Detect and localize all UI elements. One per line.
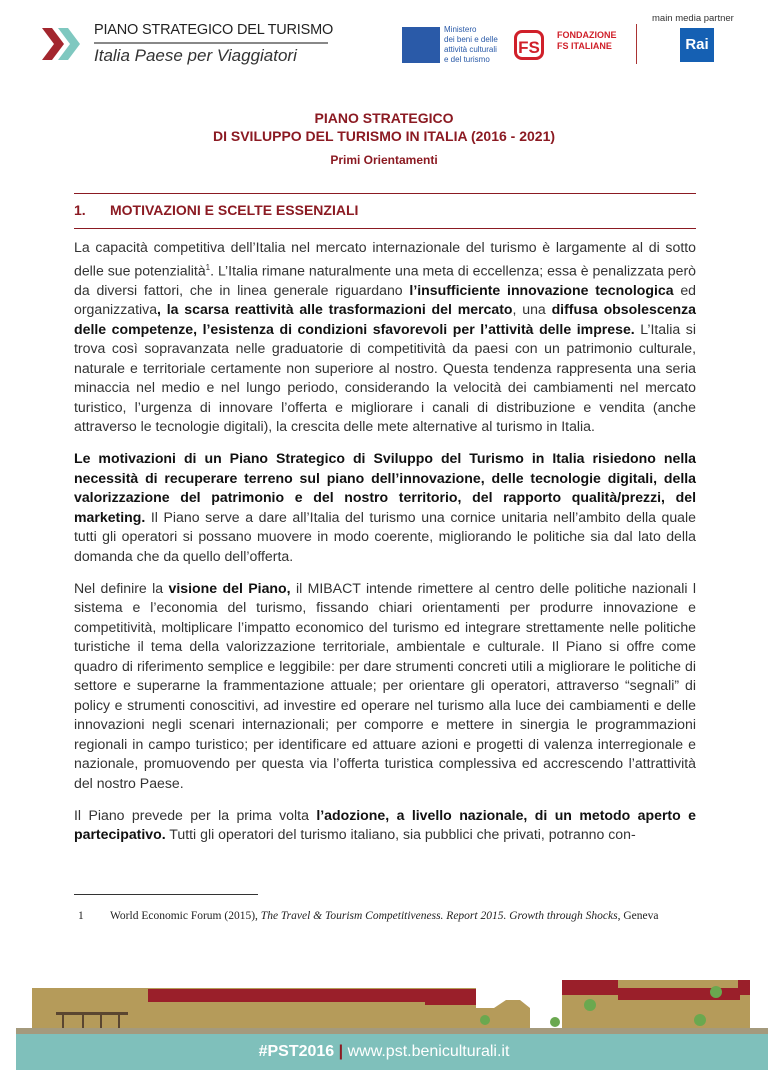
paragraph-text: Il Piano serve a dare all’Italia del turismo una cornice unitaria nell’ambito della quale tutti gli operatori si possano muovere in modo coerente, migliorando le politiche sia dal lato della domanda che da quello dell’offerta. xyxy=(74,508,696,564)
footnote xyxy=(74,908,696,925)
section-rule-bottom xyxy=(74,228,696,229)
fs-line: FONDAZIONE xyxy=(557,30,617,40)
footnote-divider xyxy=(74,894,258,895)
paragraph-text: Tutti gli operatori del turismo italiano, sia pubblici che privati, potranno con- xyxy=(165,826,636,843)
footnote-number: 1 xyxy=(78,910,84,922)
fs-label xyxy=(557,30,617,52)
emphasis-text: l’adozione, a livello nazionale, di un metodo aperto e partecipativo. xyxy=(74,806,696,843)
footer-hashtag: #PST2016 xyxy=(258,1043,335,1060)
brand-title: PIANO STRATEGICO DEL TURISMO xyxy=(94,22,334,38)
chevron-logo-icon xyxy=(40,24,90,64)
paragraph-text: , una xyxy=(512,301,552,318)
emphasis-text: visione del Piano, xyxy=(168,579,291,596)
footnote-reference[interactable]: 1 xyxy=(205,262,211,272)
paragraph xyxy=(74,579,696,794)
footnote-text xyxy=(110,908,696,925)
body-text xyxy=(74,238,696,857)
section-number: 1. xyxy=(74,202,86,218)
emphasis-text: , la scarsa reattività alle trasformazioni del mercato xyxy=(157,301,513,318)
footnote-place: , Geneva xyxy=(617,910,659,922)
emphasis-text: diffusa obsolescenza delle competenze, l’esistenza di condizioni sfavorevoli per l’attività delle imprese. xyxy=(74,301,697,337)
document-subtitle: Primi Orientamenti xyxy=(330,153,438,167)
paragraph xyxy=(74,449,696,566)
paragraph-text: L’Italia si trova così sopravanzata nelle graduatorie di competitività da paesi con un patrimonio culturale, naturale e territoriale certamente non superiore al nostro. Questa tendenza rappresenta una seria minaccia nel medio e nel lungo periodo, considerando la velocità dei cambiamenti nel mercato turistico, l’urgenza di innovare l’offerta e migliorare i canali di distribuzione e vendita (anche attraverso le tecnologie digitali), la crescita delle mete alternative al turismo in Italia. xyxy=(74,320,696,435)
emphasis-text: l’insufficiente innovazione tecnologica xyxy=(409,281,674,298)
page-header xyxy=(0,0,768,90)
paragraph xyxy=(74,806,696,845)
brand-subtitle: Italia Paese per Viaggiatori xyxy=(94,46,297,65)
mibact-logo xyxy=(402,27,440,63)
paragraph-text: il MIBACT intende rimettere al centro delle politiche nazionali l sistema e l’economia del turismo, fissando chiari orientamenti per produrre innovazione e competitività, moltiplicare l’impatto economico del turismo ed integrare strettamente nelle politiche turistiche il tema della valorizzazione territoriale, ambientale e culturale. Il Piano si offre come quadro di riferimento semplice e leggibile: per dare strumenti concreti utili a migliorare le politiche di settore e superarne la frammentazione attuale; per orientare gli operatori, attraverso “segnali” di policy e strumenti conoscitivi, ad investire ed operare nel turismo alla luce dei cambiamenti e delle innovazioni negli scenari internazionali; per comporre e mettere in sinergia le programmazioni regionali in campo turistico; per identificare ed attuare azioni e progetti di valenza interregionale e nazionale, promuovendo per questa via l’offerta turistica complessiva ed accrescendo l’attrattività del nostro Paese. xyxy=(74,579,697,791)
document-title-line2: DI SVILUPPO DEL TURISMO IN ITALIA (2016 - 2021) xyxy=(212,128,556,144)
paragraph-text: . L’Italia rimane naturalmente una meta di eccellenza; essa è penalizzata però da diversi fattori, che in linea generale riguardano xyxy=(74,262,696,298)
mibact-line: e del turismo xyxy=(444,55,490,64)
footnote-title: The Travel & Tourism Competitiveness. Report 2015. Growth through Shocks xyxy=(260,910,618,922)
logo-divider xyxy=(636,24,637,64)
brand-divider xyxy=(94,42,328,44)
paragraph-text: Nel definire la xyxy=(74,579,169,596)
emphasis-text: Le motivazioni di un Piano Strategico di Sviluppo del Turismo in Italia risiedono nella necessità di recuperare terreno sul piano dell’innovazione, delle tecnologie digitali, della valorizzazione del patrimonio e del nostro territorio, del rapporto qualità/prezzi, del marketing. xyxy=(74,450,696,525)
mibact-line: dei beni e delle xyxy=(444,35,498,44)
rai-logo: Rai xyxy=(680,28,714,62)
fs-line: FS ITALIANE xyxy=(557,41,612,51)
mibact-line: Ministero xyxy=(444,25,477,34)
paragraph-text: ed organizzativa xyxy=(74,281,696,318)
document-title-line1: PIANO STRATEGICO xyxy=(314,110,454,126)
paragraph-text: Il Piano prevede per la prima volta xyxy=(74,806,317,823)
footer-separator: | xyxy=(338,1043,344,1060)
mibact-label xyxy=(444,25,498,65)
mibact-line: attività culturali xyxy=(444,45,497,54)
section-heading xyxy=(74,202,358,218)
paragraph xyxy=(74,238,696,437)
footnote-author: World Economic Forum (2015), xyxy=(110,910,261,922)
footer-skyline-illustration xyxy=(0,960,768,1087)
paragraph-text: La capacità competitiva dell’Italia nel mercato internazionale del turismo è largamente al di sotto delle sue potenzialità xyxy=(74,239,696,279)
fs-logo: FS xyxy=(514,30,544,60)
media-partner-label: main media partner xyxy=(652,13,734,24)
footer-url[interactable]: www.pst.beniculturali.it xyxy=(347,1043,510,1060)
section-rule-top xyxy=(74,193,696,194)
section-title: MOTIVAZIONI E SCELTE ESSENZIALI xyxy=(110,202,359,218)
footer-banner xyxy=(0,1043,768,1061)
